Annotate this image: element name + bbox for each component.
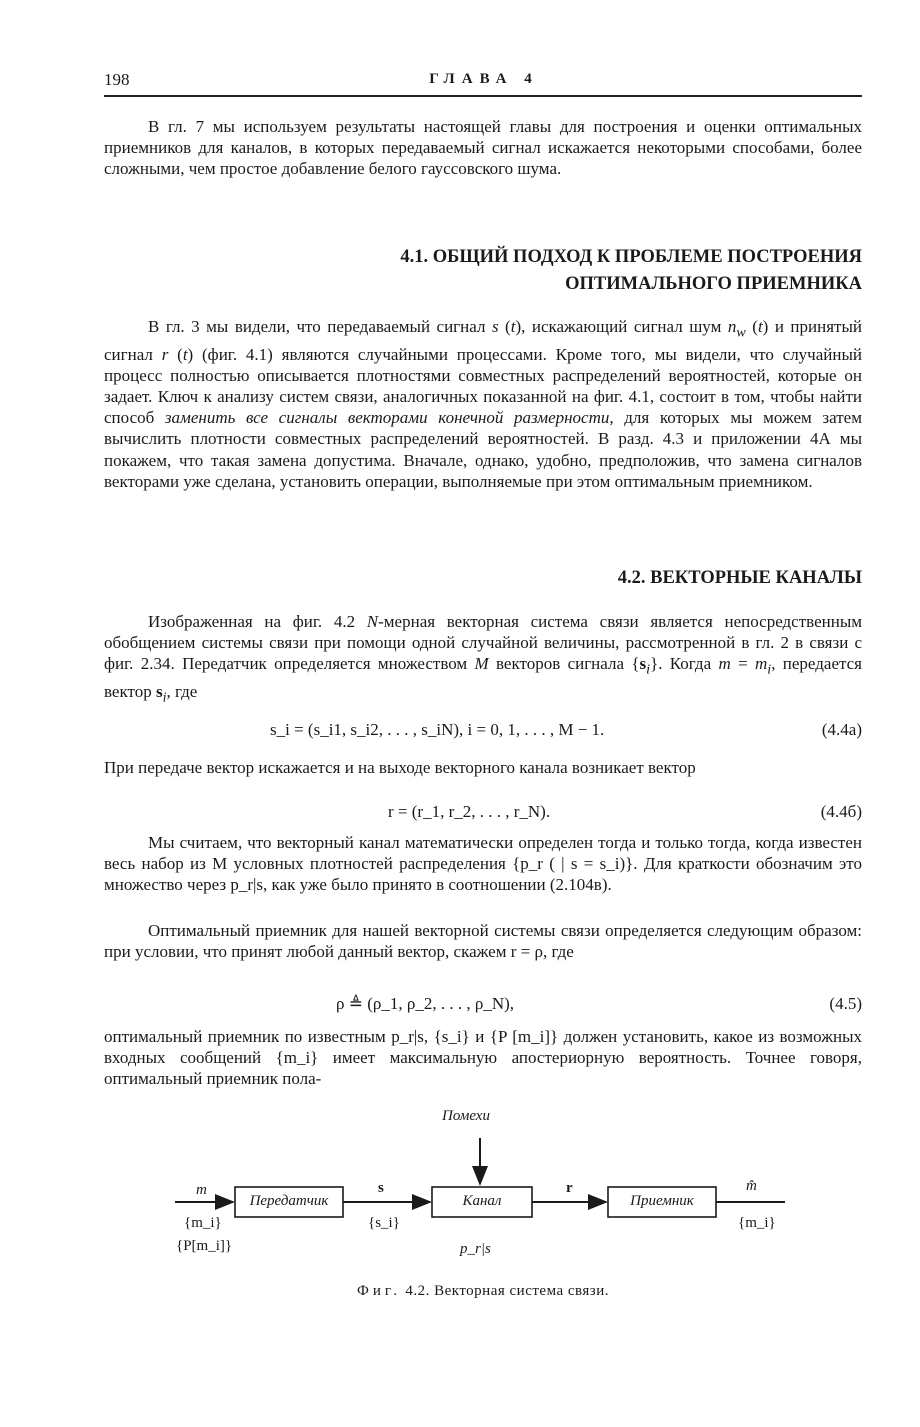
section-41-title-line2: ОПТИМАЛЬНОГО ПРИЕМНИКА xyxy=(565,274,862,294)
section-41-paragraph xyxy=(104,316,862,492)
chapter-heading: ГЛАВА 4 xyxy=(429,71,539,87)
section-42-paragraph-1 xyxy=(104,611,862,709)
section-42-paragraph-4: Оптимальный приемник для нашей векторной системы связи определяется следующим образом: при условии, что принят любой данный вектор, скажем r = ρ, где xyxy=(104,921,862,962)
text-run: , где xyxy=(166,682,198,701)
section-42-paragraph-5: оптимальный приемник по известным p_r|s, {s_i} и {P [m_i]} должен установить, какое из возможных входных сообщений {m_i} имеет максимальную апостериорную вероятность. Точнее говоря, оптимальный приемник пола- xyxy=(104,1027,862,1089)
text-run: = xyxy=(730,654,755,674)
input-message-set: {m_i} xyxy=(184,1215,222,1231)
signal-vector-label: s xyxy=(378,1180,384,1196)
channel-label: Канал xyxy=(462,1193,502,1209)
receiver-label: Приемник xyxy=(630,1193,694,1209)
math-subscript: i xyxy=(646,661,651,678)
signal-vector-set: {s_i} xyxy=(368,1215,400,1231)
section-42-title: 4.2. ВЕКТОРНЫЕ КАНАЛЫ xyxy=(617,568,862,588)
equation-number: (4.4а) xyxy=(821,720,862,739)
input-prior-probabilities: {P[m_i]} xyxy=(176,1238,233,1254)
vector-symbol: s xyxy=(639,654,647,674)
math-symbol: N xyxy=(366,612,379,631)
output-message-set: {m_i} xyxy=(738,1215,776,1231)
input-message-label: m xyxy=(196,1182,207,1198)
text-run: -мерная векторная система связи является непосредственным обобщением системы связи при помощи одной случайной величины, рассмотренной в гл. 2 в связи с фиг. 2.34. Передатчик определяется множеством xyxy=(104,612,862,674)
math-symbol: m xyxy=(718,654,731,674)
text-run: ) (фиг. 4.1) являются случайными процессами. Кроме того, мы видели, что случайный процесс полностью описывается плотностями совместных распределений вероятностей, которые он задает. Ключ к анализу систем связи, аналогичных показанной на фиг. 4.1, состоит в том, чтобы найти способ xyxy=(104,344,862,428)
equation-body: r = (r_1, r_2, . . . , r_N). xyxy=(388,802,551,821)
equation-4-5 xyxy=(104,994,862,1018)
section-42-paragraph-3: Мы считаем, что векторный канал математически определен тогда и только тогда, когда известен весь набор из M условных плотностей распределения {p_r ( | s = s_i)}. Для краткости обозначим это множество через p_r|s, как уже было принято в соотношении (2.104в). xyxy=(104,833,862,895)
equation-4-4a xyxy=(104,720,862,744)
math-subscript: i xyxy=(767,661,772,678)
text-run: для которых мы можем затем вычислить плотности совместных распределений вероятностей. В разд. 4.3 и приложении 4А мы покажем, что такая замена допустима. Вначале, однако, удобно, предположив, что замена сигналов векторами уже сделана, установить операции, выполняемые при этом оптимальным приемником. xyxy=(104,408,862,491)
math-symbol: r xyxy=(161,344,169,364)
text-run: В гл. 3 мы видели, что передаваемый сигнал xyxy=(148,317,492,336)
received-vector-label: r xyxy=(566,1180,573,1196)
math-symbol: n xyxy=(727,317,737,336)
equation-number: (4.5) xyxy=(829,994,862,1013)
section-42-paragraph-2: При передаче вектор искажается и на выходе векторного канала возникает вектор xyxy=(104,758,696,777)
noise-label: Помехи xyxy=(442,1108,490,1124)
caption-figure-word: Фиг. xyxy=(356,1283,402,1299)
math-symbol: t xyxy=(510,317,516,336)
text-run: ( xyxy=(745,317,758,336)
math-symbol: m xyxy=(754,654,768,674)
equation-body: ρ ≜ (ρ_1, ρ_2, . . . , ρ_N), xyxy=(336,994,515,1013)
text-run: }. Когда xyxy=(650,654,719,674)
math-subscript: i xyxy=(162,689,167,706)
vector-symbol: s xyxy=(155,682,163,701)
equation-4-4b xyxy=(104,802,862,826)
page-number: 198 xyxy=(104,70,130,89)
equation-body: s_i = (s_i1, s_i2, . . . , s_iN), i = 0, 1, . . . , M − 1. xyxy=(270,720,605,739)
math-subscript: w xyxy=(736,324,746,341)
text-run: Изображенная на фиг. 4.2 xyxy=(148,612,367,631)
math-symbol: M xyxy=(474,654,489,674)
transmitter-label: Передатчик xyxy=(249,1193,329,1209)
text-run: ), искажающий сигнал шум xyxy=(515,317,728,336)
figure-caption xyxy=(104,1283,862,1300)
text-run: ) и принятый сигнал xyxy=(104,317,862,364)
equation-number: (4.4б) xyxy=(820,802,862,821)
math-symbol: t xyxy=(757,317,763,336)
vector-communication-diagram xyxy=(160,1108,800,1298)
caption-text: 4.2. Векторная система связи. xyxy=(405,1283,610,1299)
output-estimate-label: m̂ xyxy=(746,1178,757,1194)
header-rule xyxy=(104,95,862,97)
emphasis-text: заменить все сигналы векторами конечной размерности, xyxy=(164,408,614,428)
math-symbol: t xyxy=(182,344,188,364)
channel-density-label: p_r|s xyxy=(460,1241,491,1257)
text-run: ( xyxy=(168,344,183,364)
section-41-title-line1: 4.1. ОБЩИЙ ПОДХОД К ПРОБЛЕМЕ ПОСТРОЕНИЯ xyxy=(400,247,862,267)
text-run: ( xyxy=(498,317,511,336)
text-run: векторов сигнала { xyxy=(488,654,640,674)
math-symbol: s xyxy=(491,317,499,336)
text-run: , передается вектор xyxy=(104,654,862,701)
running-head xyxy=(104,70,864,96)
intro-paragraph: В гл. 7 мы используем результаты настоящей главы для построения и оценки оптимальных приемников для каналов, в которых передаваемый сигнал искажается некоторыми способами, более сложными, чем простое добавление белого гауссовского шума. xyxy=(104,117,862,179)
